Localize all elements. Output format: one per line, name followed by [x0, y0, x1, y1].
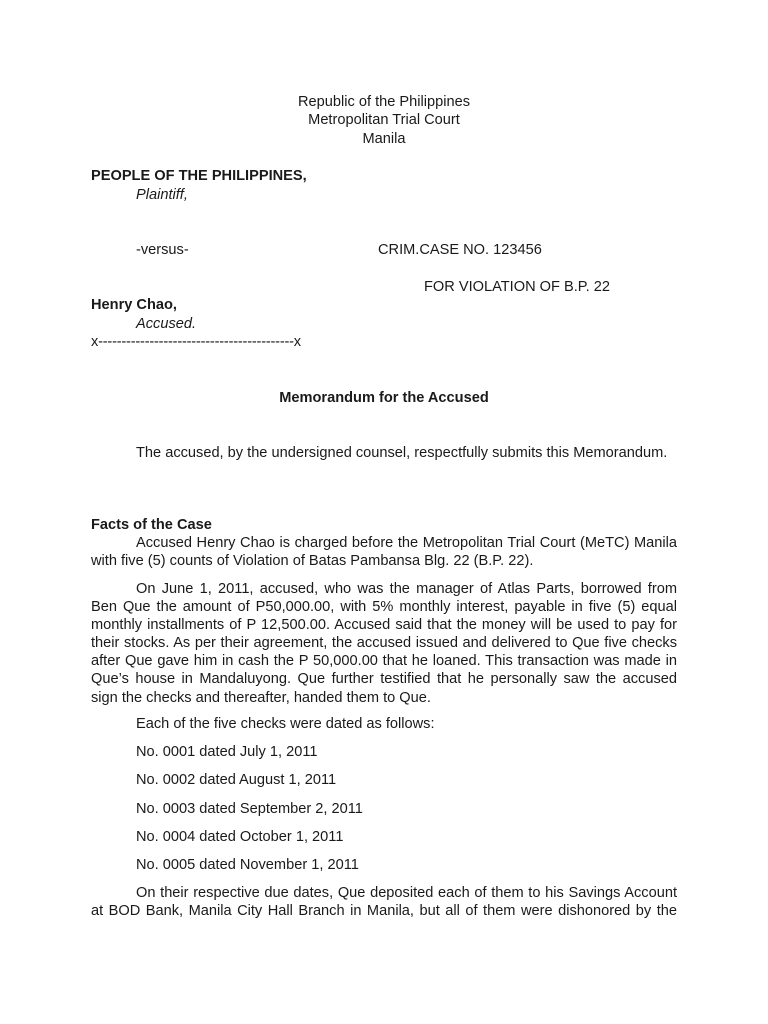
accused-role: Accused. — [136, 316, 197, 332]
facts-paragraph-1-text: Accused Henry Chao is charged before the Metropolitan Trial Court (MeTC) Manila with five (5) counts of Violation of Batas Pambansa Blg. 22 (B.P. 22). — [91, 535, 677, 570]
header-city: Manila — [362, 131, 406, 147]
facts-heading: Facts of the Case — [91, 517, 212, 533]
check-item: No. 0003 dated September 2, 2011 — [136, 801, 363, 817]
facts-paragraph-3 — [91, 884, 677, 920]
violation-label: FOR VIOLATION OF B.P. 22 — [424, 279, 610, 295]
facts-paragraph-1 — [91, 534, 677, 570]
case-number: CRIM.CASE NO. 123456 — [378, 242, 542, 258]
header-republic: Republic of the Philippines — [298, 94, 470, 110]
check-item: No. 0001 dated July 1, 2011 — [136, 744, 318, 760]
plaintiff-role: Plaintiff, — [136, 187, 188, 203]
caption-divider: x------------------------------------------x — [91, 334, 301, 350]
checks-intro: Each of the five checks were dated as follows: — [136, 716, 435, 732]
facts-paragraph-2 — [91, 580, 677, 707]
facts-paragraph-3-text: On their respective due dates, Que deposited each of them to his Savings Account at BOD Bank, Manila City Hall Branch in Manila, but all of them were dishonored by the — [91, 885, 677, 920]
intro-paragraph: The accused, by the undersigned counsel, respectfully submits this Memorandum. — [136, 445, 668, 461]
check-item: No. 0005 dated November 1, 2011 — [136, 857, 359, 873]
plaintiff-name: PEOPLE OF THE PHILIPPINES, — [91, 168, 307, 184]
header-court: Metropolitan Trial Court — [308, 112, 460, 128]
check-item: No. 0004 dated October 1, 2011 — [136, 829, 344, 845]
accused-name: Henry Chao, — [91, 297, 177, 313]
check-item: No. 0002 dated August 1, 2011 — [136, 772, 337, 788]
facts-paragraph-2-text: On June 1, 2011, accused, who was the manager of Atlas Parts, borrowed from Ben Que the amount of P50,000.00, with 5% monthly interest, payable in five (5) equal monthly installments of P 12,500.00. Accused said that the money will be used to pay for their stocks. As per their agreement, the accused issued and delivered to Que five checks after Que gave him in cash the P 50,000.00 that he loaned. This transaction was made in Que’s house in Mandaluyong. Que further testified that he personally saw the accused sign the checks and thereafter, handed them to Que. — [91, 581, 677, 706]
versus-label: -versus- — [136, 242, 189, 258]
document-title: Memorandum for the Accused — [279, 390, 489, 406]
